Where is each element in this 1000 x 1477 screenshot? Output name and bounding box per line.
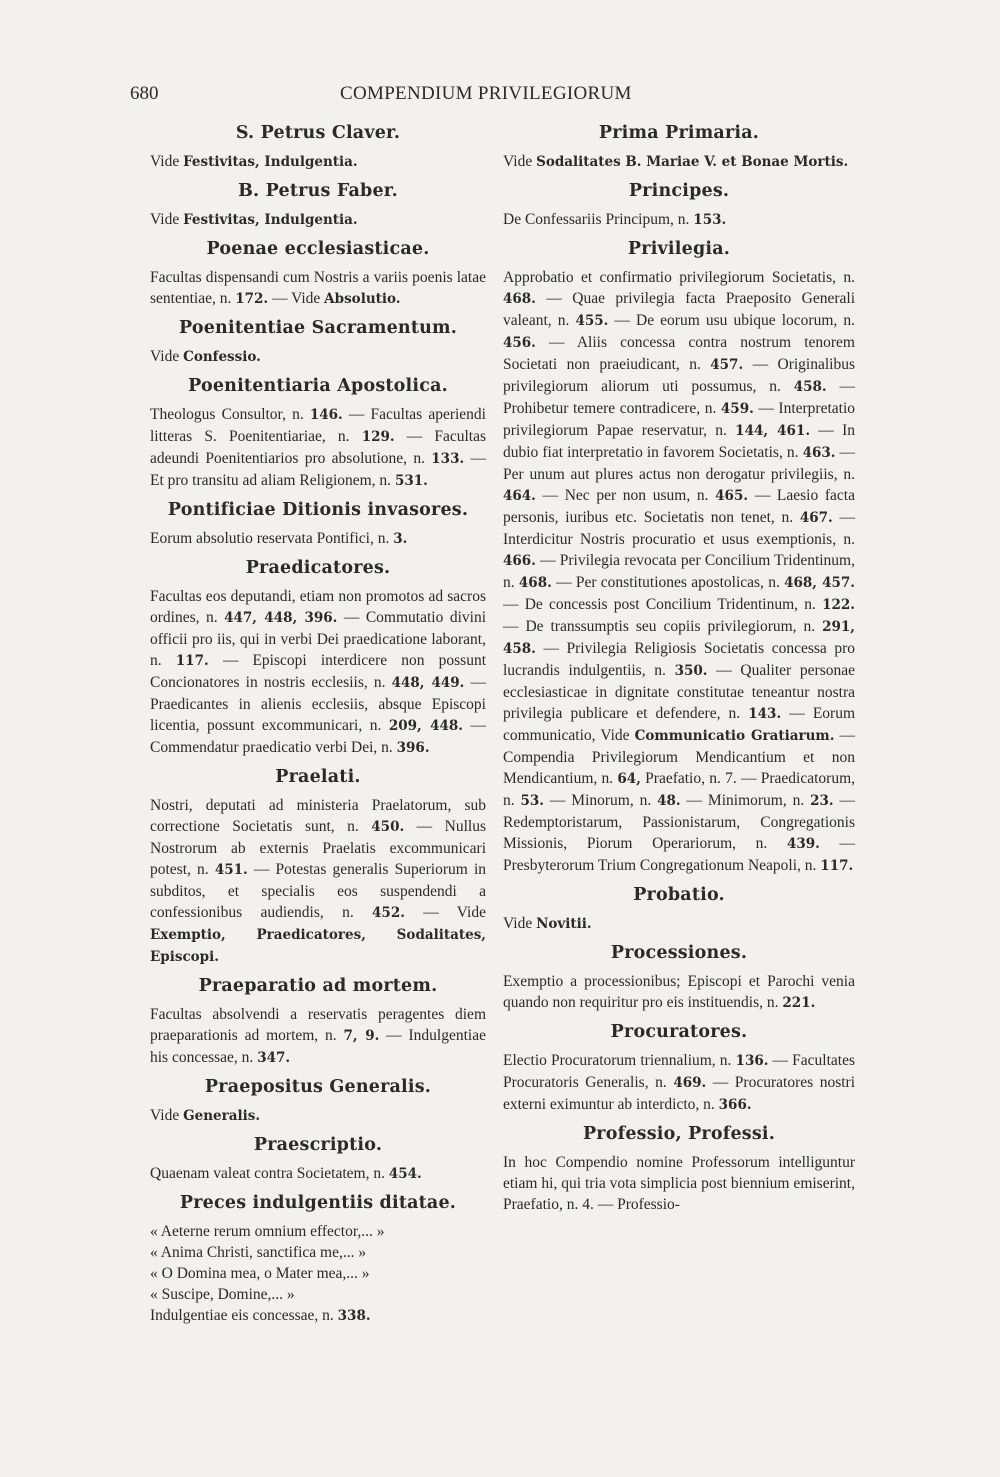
bold-reference: Confessio. [183,349,261,365]
entry-heading: Praedicatores. [245,558,391,578]
bold-reference: 448, 449. [391,675,465,691]
index-entry [150,122,486,173]
bold-reference: Absolutio. [324,291,401,307]
bold-reference: 456. [503,335,536,351]
entry-heading: Poenitentiaria Apostolica. [188,376,448,396]
index-entry [150,375,486,492]
entry-heading: Pontificiae Ditionis invasores. [167,500,469,520]
index-entry [503,238,855,877]
bold-reference: 133. [431,451,465,467]
bold-reference: 7, 9. [343,1028,380,1044]
entry-text: Vide Sodalitates B. Mariae V. et Bonae Mortis. [503,153,849,170]
entry-heading: S. Petrus Claver. [235,123,401,143]
bold-reference: 209, 448. [388,718,463,734]
index-entry [150,180,486,231]
entry-heading: Praepositus Generalis. [204,1077,432,1097]
entry-heading: Praescriptio. [253,1135,383,1155]
left-column [150,122,486,1334]
bold-reference: 122. [822,597,855,613]
entry-text: Vide Confessio. [150,348,261,365]
entry-heading: Privilegia. [627,239,731,259]
index-entry [503,1123,855,1215]
index-entry [150,499,486,550]
bold-reference: 454. [388,1166,422,1182]
bold-reference: 338. [337,1308,371,1324]
bold-reference: Generalis. [183,1108,261,1124]
index-entry [150,238,486,310]
entry-heading: Preces indulgentiis ditatae. [179,1193,457,1213]
entry-line: « Suscipe, Domine,... » [150,1286,295,1303]
index-entry [150,1076,486,1127]
entry-text: Nostri, deputati ad ministeria Praelatorum, sub correctione Societatis sunt, n. 450. — Nullus Nostrorum ab externis Praelatis excommunicari potest, n. 451. — Potestas generalis Superiorum in subditos, et specialis eos suspendendi a confessionibus audiendis, n. 452. — Vide Exemptio, Praedicatores, Sodalitates, Episcopi. [150,797,486,965]
bold-reference: Festivitas, Indulgentia. [183,154,358,170]
bold-reference: 347. [257,1050,291,1066]
index-entry [150,766,486,968]
bold-reference: 153. [693,212,727,228]
entry-heading: Professio, Professi. [582,1124,776,1144]
entry-text: Approbatio et confirmatio privilegiorum Societatis, n. 468. — Quae privilegia facta Praeposito Generali valeant, n. 455. — De eorum usu ubique locorum, n. 456. — Aliis concessa contra nostrum tenorem Societati non praeiudicant, n. 457. — Originalibus privilegiorum aliorum uti possumus, n. 458. — Prohibetur temere contradicere, n. 459. — Interpretatio privilegiorum Papae reservatur, n. 144, 461. — In dubio fiat interpretatio in favorem Societatis, n. 463. — Per unum aut plures actus non derogatur privilegiis, n. 464. — Nec per non usum, n. 465. — Laesio facta personis, iuribus etc. Societatis non tenet, n. 467. — Interdicitur Nostris procuratio et usus exemptionis, n. 466. — Privilegia revocata per Concilium Tridentinum, n. 468. — Per constitutiones apostolicas, n. 468, 457. — De concessis post Concilium Tridentinum, n. 122. — De transsumptis seu copiis privilegiorum, n. 291, 458. — Privilegia Religiosis Societatis concessa pro lucrandis indulgentiis, n. 350. — Qualiter personae ecclesiasticae in dignitate constitutae teneantur nostra privilegia publicare et defendere, n. 143. — Eorum communicatio, Vide Communicatio Gratiarum. — Compendia Privilegiorum Mendicantium et non Mendicantium, n. 64, Praefatio, n. 7. — Praedicatorum, n. 53. — Minorum, n. 48. — Minimorum, n. 23. — Redemptoristarum, Passionistarum, Congregationis Missionis, Piorum Operariorum, n. 439. — Presbyterorum Trium Congregationum Neapoli, n. 117. [503,269,856,874]
bold-reference: 466. [503,553,536,569]
entry-text: Facultas eos deputandi, etiam non promotos ad sacros ordines, n. 447, 448, 396. — Commutatio divini officii pro iis, qui in verbi Dei praedicatione laborant, n. 117. — Episcopi interdicere non possunt Concionatores in nostris ecclesiis, n. 448, 449. — Praedicantes in alienis ecclesiis, absque Episcopi licentia, possunt excommunicari, n. 209, 448. — Commendatur praedicatio verbi Dei, n. 396. [150,588,487,756]
bold-reference: 468. [503,291,536,307]
entry-text: Facultas absolvendi a reservatis peragentes diem praeparationis ad mortem, n. 7, 9. — Indulgentiae his concessae, n. 347. [150,1006,486,1066]
index-entry [503,1021,855,1116]
bold-reference: 468. [518,575,552,591]
bold-reference: 144, 461. [735,423,811,439]
index-entry [150,317,486,368]
bold-reference: 465. [715,488,749,504]
entry-text: Exemptio a processionibus; Episcopi et Parochi venia quando non requiritur pro eis instituendis, n. 221. [503,973,855,1011]
entry-heading: Probatio. [633,885,725,905]
bold-reference: 3. [393,531,408,547]
bold-reference: Novitii. [536,916,592,932]
bold-reference: 455. [575,313,609,329]
bold-reference: 53. [520,793,545,809]
entry-text: Vide Festivitas, Indulgentia. [150,211,358,228]
bold-reference: 458. [793,379,827,395]
running-head: COMPENDIUM PRIVILEGIORUM [340,83,632,104]
entry-text: Vide Novitii. [503,915,592,932]
bold-reference: 146. [309,407,343,423]
bold-reference: 452. [372,905,405,921]
bold-reference: 459. [720,401,754,417]
entry-heading: Procuratores. [610,1022,748,1042]
bold-reference: 467. [799,510,833,526]
index-entry [503,942,855,1014]
bold-reference: 463. [802,445,836,461]
bold-reference: 366. [718,1097,752,1113]
bold-reference: 469. [673,1075,707,1091]
entry-line: « Aeterne rerum omnium effector,... » [150,1223,385,1240]
page-number: 680 [130,83,159,104]
bold-reference: 48. [657,793,681,809]
index-entry [150,1192,486,1327]
entry-heading: Principes. [628,181,730,201]
entry-text: Electio Procuratorum triennalium, n. 136. — Facultates Procuratoris Generalis, n. 469. — Procuratores nostri externi eximuntur ab interdicto, n. 366. [503,1052,856,1113]
index-entry [503,122,855,173]
bold-reference: 221. [782,995,816,1011]
bold-reference: 23. [810,793,834,809]
entry-text: In hoc Compendio nomine Professorum intelliguntur etiam hi, qui tria vota simplicia post biennium emiserint, Praefatio, n. 4. — Professio- [503,1154,855,1213]
bold-reference: 464. [503,488,536,504]
entry-heading: Praeparatio ad mortem. [198,976,438,996]
bold-reference: 468, 457. [784,575,855,591]
entry-text [150,1221,486,1327]
entry-text: De Confessariis Principum, n. 153. [503,211,727,228]
bold-reference: 457. [710,357,744,373]
bold-reference: 291, 458. [503,619,855,657]
entry-heading: Poenae ecclesiasticae. [206,239,430,259]
bold-reference: 396. [396,740,430,756]
bold-reference: 143. [748,706,782,722]
entry-text: Vide Generalis. [150,1107,261,1124]
bold-reference: 129. [361,429,395,445]
entry-heading: Prima Primaria. [598,123,760,143]
entry-text: Facultas dispensandi cum Nostris a variis poenis latae sententiae, n. 172. — Vide Absolutio. [150,269,486,307]
entry-heading: Poenitentiae Sacramentum. [178,318,458,338]
entry-line: « Anima Christi, sanctifica me,... » [150,1244,367,1261]
bold-reference: Festivitas, Indulgentia. [183,212,358,228]
entry-text: Theologus Consultor, n. 146. — Facultas aperiendi litteras S. Poenitentiariae, n. 129. — Facultas adeundi Poenitentiarios pro absolutione, n. 133. — Et pro transitu ad aliam Religionem, n. 531. [150,406,487,489]
entry-text: Vide Festivitas, Indulgentia. [150,153,358,170]
bold-reference: 450. [371,819,405,835]
right-column [503,122,855,1222]
bold-reference: 64, [617,771,641,787]
entry-text: Quaenam valeat contra Societatem, n. 454. [150,1165,422,1182]
bold-reference: 451. [214,862,248,878]
bold-reference: 350. [674,663,708,679]
bold-reference: 117. [820,858,854,874]
entry-line: Indulgentiae eis concessae, n. 338. [150,1307,371,1324]
entry-heading: Processiones. [610,943,748,963]
bold-reference: 447, 448, 396. [224,610,338,626]
entry-heading: B. Petrus Faber. [238,181,398,201]
bold-reference: Sodalitates B. Mariae V. et Bonae Mortis. [536,154,849,170]
bold-reference: 439. [786,836,820,852]
bold-reference: 172. [235,291,269,307]
index-entry [150,557,486,759]
entry-heading: Praelati. [275,767,361,787]
entry-line: « O Domina mea, o Mater mea,... » [150,1265,370,1282]
entry-text: Eorum absolutio reservata Pontifici, n. 3. [150,530,408,547]
bold-reference: Exemptio, Praedicatores, Sodalitates, Episcopi. [150,927,486,965]
bold-reference: 136. [735,1053,769,1069]
bold-reference: 117. [175,653,209,669]
bold-reference: 531. [394,473,428,489]
index-entry [503,180,855,231]
bold-reference: Communicatio Gratiarum. [634,728,835,744]
index-entry [503,884,855,935]
index-entry [150,1134,486,1185]
index-entry [150,975,486,1069]
